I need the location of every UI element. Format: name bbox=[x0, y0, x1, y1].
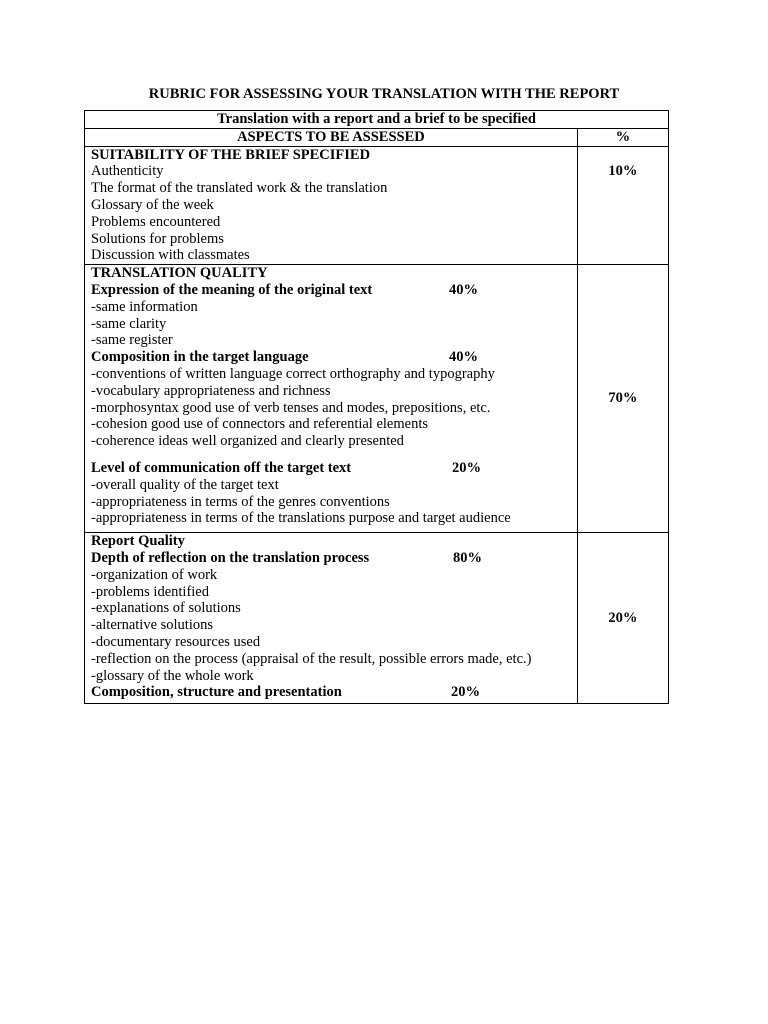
list-item: Solutions for problems bbox=[91, 230, 224, 247]
subsection-weight: 40% bbox=[449, 281, 478, 298]
section-percent: 10% bbox=[608, 163, 638, 180]
header-row bbox=[85, 128, 669, 146]
list-item: -coherence ideas well organized and clearly presented bbox=[91, 433, 404, 450]
spacer bbox=[91, 450, 571, 460]
section-percent-brief bbox=[577, 146, 668, 265]
section-percent: 20% bbox=[608, 609, 638, 626]
subsection-weight: 20% bbox=[451, 684, 480, 701]
section-row-translation-quality bbox=[85, 265, 669, 533]
section-percent-report-quality bbox=[577, 533, 668, 704]
list-item: -same clarity bbox=[91, 315, 167, 332]
list-item: -alternative solutions bbox=[91, 617, 214, 634]
header-percent: % bbox=[577, 128, 668, 146]
subsection-label: Depth of reflection on the translation process bbox=[91, 549, 370, 566]
list-item: -conventions of written language correct orthography and typography bbox=[91, 365, 495, 382]
section-heading: Report Quality bbox=[91, 533, 185, 550]
list-item: -problems identified bbox=[91, 583, 209, 600]
subsection-weight: 40% bbox=[449, 349, 478, 366]
subsection-label: Composition, structure and presentation bbox=[91, 684, 342, 701]
subsection-heading bbox=[91, 684, 571, 701]
list-item: -same register bbox=[91, 332, 173, 349]
list-item: Discussion with classmates bbox=[91, 247, 250, 264]
list-item: Authenticity bbox=[91, 163, 164, 180]
subsection-heading bbox=[91, 349, 571, 366]
subsection-heading bbox=[91, 460, 571, 477]
subsection-label: Level of communication off the target text bbox=[91, 459, 352, 476]
list-item: -explanations of solutions bbox=[91, 600, 241, 617]
list-item: -morphosyntax good use of verb tenses and modes, prepositions, etc. bbox=[91, 399, 491, 416]
caption-row bbox=[85, 111, 669, 129]
subsection-weight: 80% bbox=[453, 549, 482, 566]
section-aspects-translation-quality bbox=[85, 265, 578, 533]
subsection-weight: 20% bbox=[452, 459, 481, 476]
section-aspects-brief bbox=[85, 146, 578, 265]
list-item: -glossary of the whole work bbox=[91, 667, 254, 684]
section-percent-translation-quality bbox=[577, 265, 668, 533]
header-aspects: ASPECTS TO BE ASSESSED bbox=[85, 128, 578, 146]
subsection-label: Composition in the target language bbox=[91, 349, 309, 366]
list-item: -overall quality of the target text bbox=[91, 476, 279, 493]
list-item: -reflection on the process (appraisal of the result, possible errors made, etc.) bbox=[91, 650, 532, 667]
section-heading: SUITABILITY OF THE BRIEF SPECIFIED bbox=[91, 146, 371, 163]
list-item: -cohesion good use of connectors and referential elements bbox=[91, 416, 428, 433]
rubric-table bbox=[84, 110, 669, 704]
subsection-heading bbox=[91, 282, 571, 299]
list-item: -organization of work bbox=[91, 566, 218, 583]
list-item: Glossary of the week bbox=[91, 196, 214, 213]
list-item: -vocabulary appropriateness and richness bbox=[91, 382, 331, 399]
section-aspects-report-quality bbox=[85, 533, 578, 704]
document-title: RUBRIC FOR ASSESSING YOUR TRANSLATION WITH THE REPORT bbox=[148, 86, 620, 102]
list-item: The format of the translated work & the translation bbox=[91, 180, 388, 197]
list-item: -appropriateness in terms of the translations purpose and target audience bbox=[91, 510, 511, 527]
list-item: -appropriateness in terms of the genres conventions bbox=[91, 493, 390, 510]
section-heading: TRANSLATION QUALITY bbox=[91, 265, 268, 282]
section-row-brief bbox=[85, 146, 669, 265]
list-item: -documentary resources used bbox=[91, 633, 261, 650]
list-item: Problems encountered bbox=[91, 213, 221, 230]
subsection-heading bbox=[91, 550, 571, 567]
list-item: -same information bbox=[91, 298, 198, 315]
table-caption: Translation with a report and a brief to be specified bbox=[85, 111, 669, 129]
section-row-report-quality bbox=[85, 533, 669, 704]
subsection-label: Expression of the meaning of the original text bbox=[91, 281, 373, 298]
section-percent: 70% bbox=[608, 390, 638, 407]
spacer bbox=[91, 527, 571, 532]
